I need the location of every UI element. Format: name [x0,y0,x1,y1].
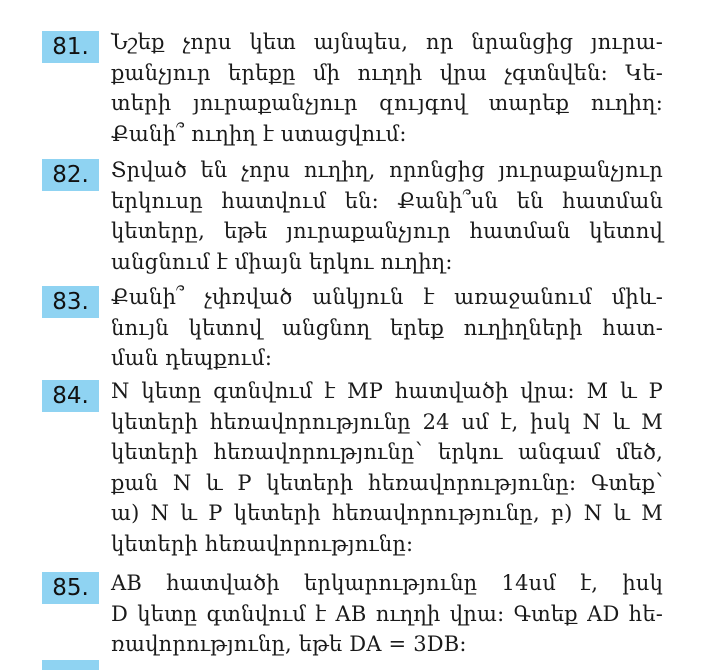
problem-line: անցնում է միայն երկու ուղիղ: [111,249,453,274]
problem-text [111,568,663,660]
problem-line: Նշեք չորս կետ այնպես, որ նրանցից յուրա- [111,30,663,54]
problem-number-badge: 82. [42,159,99,191]
problem-line: քանչյուր երեքը մի ուղղի վրա չգտնվեն: Կե- [111,60,663,85]
problem-text [111,155,663,277]
problem-line: ռավորությունը, եթե DA = 3DB: [111,632,467,656]
problem-line: երկուսը հատվում են: Քանի՞սն են հատման [111,188,663,213]
problem-line: կետերի հեռավորությունը՝ երկու անգամ մեծ, [111,440,663,464]
problem-line: ա) N և P կետերի հեռավորությունը, բ) N և M [111,501,663,525]
problem-number-badge: 81. [42,31,99,63]
problem-line: AB հատվածի երկարությունը 14սմ է, իսկ [111,571,663,595]
problem-line: D կետը գտնվում է AB ուղղի վրա: Գտեք AD հե- [111,601,663,626]
problem-line: կետերի հեռավորությունը: [111,531,414,556]
problem-line: կետերը, եթե յուրաքանչյուր հատման կետով [111,219,663,243]
problem-line: Քանի՞ չփռված անկյուն է առաջանում միև- [111,285,663,309]
problem-number-badge: 84. [42,380,99,412]
problem-line: նույն կետով անցնող երեք ուղիղների հատ- [111,315,663,340]
problem-line: տերի յուրաքանչյուր զույգով տարեք ուղիղ: [111,91,663,115]
problem-number-badge: 83. [42,286,99,318]
problem-text [111,376,663,559]
problem-line: N կետը գտնվում է MP հատվածի վրա: M և P [111,379,663,403]
problem-line: Քանի՞ ուղիղ է ստացվում: [111,121,407,146]
problem-number-badge: 85. [42,572,99,604]
problem-text [111,27,663,149]
problem-text [111,282,663,374]
problem-number-badge [42,660,99,670]
problem-line: կետերի հեռավորությունը 24 սմ է, իսկ N և M [111,409,663,434]
problem-line: Տրված են չորս ուղիղ, որոնցից յուրաքանչյուր [111,158,663,182]
problem-line: քան N և P կետերի հեռավորությունը: Գտեք՝ [111,470,663,495]
problem-line: ման դեպքում: [111,346,273,370]
